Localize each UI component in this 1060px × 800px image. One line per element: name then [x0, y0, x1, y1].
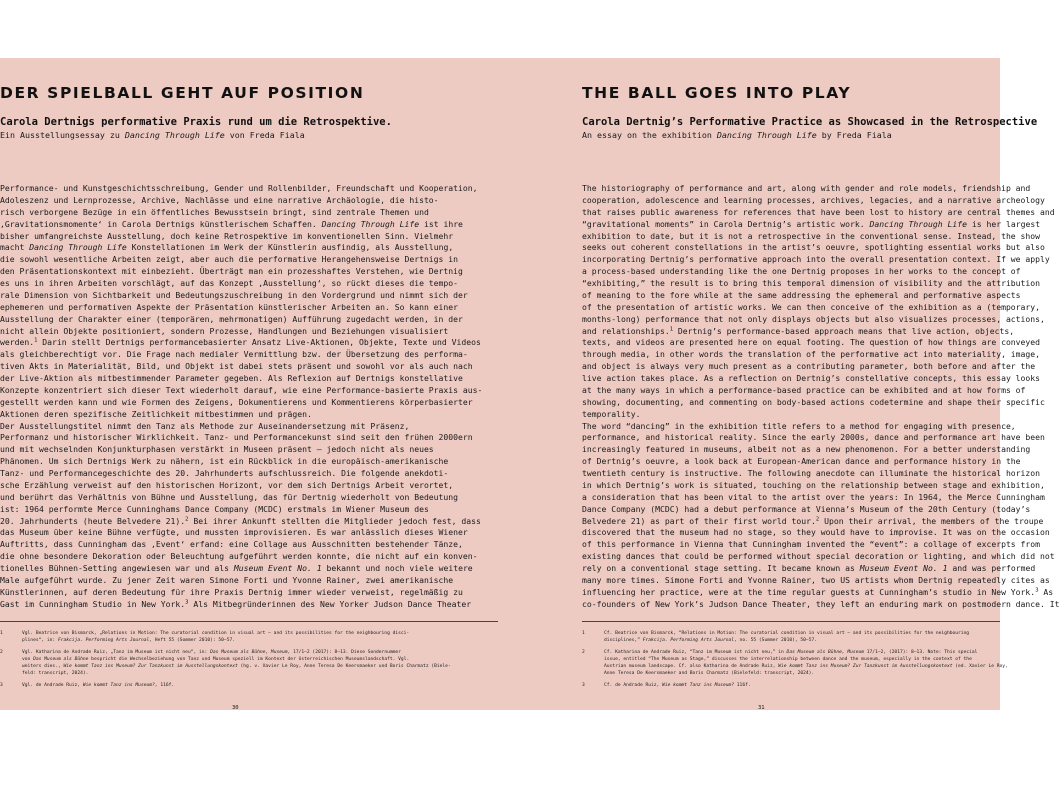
italic-text: Wie kommt Tanz ins Museum? Zur Tanzkunst im Ausstellungskontext: [63, 664, 238, 669]
text-run: influencing her practice, were at the time regular guests at Cunningham’s studio in New York.: [582, 586, 1036, 597]
byline: [0, 130, 305, 140]
text-line: [582, 337, 1060, 349]
right-page: [582, 58, 1060, 711]
text-line: [582, 302, 1060, 314]
text-line: [0, 432, 482, 444]
text-run: by Freda Fiala: [816, 130, 892, 140]
footnote-marker: 1: [669, 325, 674, 332]
text-line: [582, 468, 1060, 480]
text-run: a process-based understanding like the one Dertnig proposes in her works to the concept of: [582, 266, 1021, 277]
footnote-number: 3: [0, 682, 3, 688]
page-subtitle: Carola Dertnig’s Performative Practice as Showcased in the Retrospective: [582, 116, 1038, 128]
text-line: [0, 183, 482, 195]
text-run: feld: transcript, 2024).: [22, 671, 89, 677]
text-run: plines“, in:: [22, 638, 58, 644]
text-run: nicht allein Objekte positioniert, sondern Prozesse, Handlungen und Beziehungen visualisiert: [0, 325, 449, 336]
footnote-divider: [0, 621, 498, 622]
text-run: As: [1038, 586, 1054, 597]
text-line: [0, 326, 482, 338]
text-run: rely on a conventional stage setting. It became known as: [582, 563, 860, 573]
text-run: seeks out coherent constellations in the artist’s oeuvre, spotlighting essential works but also: [582, 242, 1045, 253]
text-run: werden.: [0, 337, 35, 348]
text-line: [0, 587, 482, 599]
text-run: sche Erzählung verweist auf den historischen Horizont, vor dem sich Dertnigs Arbeit verortet,: [0, 479, 454, 490]
text-line: [0, 254, 482, 266]
footnote: [582, 649, 1008, 678]
text-run: twentieth century is instructive. The following anecdote can illuminate the historical horizon: [582, 468, 1041, 478]
text-run: cooperation, adolescence and learning processes, archives, legacies, and a narrative archeology: [582, 194, 1045, 205]
text-run: and was performed: [947, 563, 1036, 573]
text-line: [0, 468, 482, 480]
text-line: [582, 421, 1060, 433]
text-line: [0, 242, 482, 254]
text-run: texts, and videos are presented here on equal footing. The question of how things are conveyed: [582, 337, 1041, 348]
text-run: Cf. de Andrade Ruiz,: [604, 682, 663, 688]
text-line: [0, 278, 482, 290]
text-run: macht: [0, 242, 30, 253]
text-run: issue, entitled “The Museum as Stage,” discusses the interrelationship between dance and the museum, especially in the context of the: [604, 656, 972, 662]
text-line: [582, 385, 1060, 397]
text-run: 116f.: [734, 682, 751, 688]
text-line: [0, 504, 482, 516]
text-line: [0, 563, 482, 575]
text-run: Vgl. de Andrade Ruiz,: [22, 682, 83, 688]
text-run: es uns in ihren Arbeiten vorschlägt, auf das Konzept ‚Ausstellung‘, so rückt dieses die tempo-: [0, 278, 459, 288]
text-run: co-founders of New York’s Judson Dance Theater, they left an enduring mark on postmodern dance. It: [582, 598, 1060, 609]
text-run: Austrian museum landscape. Cf. also Katharina de Andrade Ruiz,: [604, 664, 779, 669]
text-run: ist ihre: [419, 218, 463, 229]
text-line: [0, 231, 482, 243]
text-run: exhibition to date, but it is not a retrospective in the conventional sense. Instead, the show: [582, 230, 1041, 241]
page-title: THE BALL GOES INTO PLAY: [582, 84, 852, 102]
text-run: von Freda Fiala: [224, 130, 305, 140]
italic-text: Frakcija. Performing Arts Journal: [57, 638, 150, 644]
text-line: [582, 207, 1060, 219]
text-run: and object is always very much present as a contributing parameter, both before and after the: [582, 361, 1036, 372]
footnote-line: [22, 649, 498, 656]
left-page: [0, 58, 498, 710]
text-run: The word “dancing” in the exhibition title refers to a method for engaging with presence,: [582, 420, 1016, 431]
text-run: Anne Teresa De Keersmaeker and Boris Charmatz (Bielefeld: transcript, 2024).: [604, 671, 815, 677]
italic-text: Dancing Through Life: [321, 218, 420, 229]
text-run: Adoleszenz und Lernprozesse, Archive, Nachlässe und eine narrative Archäologie, die histo-: [0, 194, 439, 205]
book-spread: [0, 58, 1060, 711]
body-text: [582, 183, 1060, 611]
text-line: [0, 314, 482, 326]
text-line: [0, 266, 482, 278]
text-run: , no. 55 (Summer 2010), 50–57.: [734, 638, 817, 644]
text-run: rale Dimension von Sichtbarkeit und Bedeutungszuschreibung in den Vordergrund und nimmt sich der: [0, 289, 468, 300]
text-line: [582, 183, 1060, 195]
italic-text: Dancing Through Life: [869, 218, 967, 229]
text-run: that raises public awareness for references that have been lost to history are central themes and: [582, 206, 1055, 217]
text-line: [0, 599, 482, 611]
page-title: DER SPIELBALL GEHT AUF POSITION: [0, 84, 365, 102]
text-line: [0, 480, 482, 492]
text-line: [0, 361, 482, 373]
italic-text: Frakcija. Performing Arts Journal: [642, 638, 735, 644]
footnote-line: [604, 630, 1000, 637]
text-run: Der Ausstellungstitel nimmt den Tanz als Methode zur Auseinandersetzung mit Präsenz,: [0, 420, 410, 431]
text-line: [582, 314, 1060, 326]
text-line: [582, 444, 1060, 456]
text-line: [582, 373, 1060, 385]
text-run: “exhibiting,” the result is to bring this temporal dimension of visibility and the attribution: [582, 278, 1041, 288]
text-line: [582, 195, 1060, 207]
text-run: bespricht die Wechselbeziehung von Tanz und Museum speziell im Kontext der österreichischen Museumslandschaft. Vgl.: [88, 656, 410, 662]
text-line: [582, 492, 1060, 504]
text-run: “gravitational moments” in Carola Dertnig’s artistic work.: [582, 218, 870, 229]
footnote-divider: [582, 621, 1000, 622]
text-line: [582, 587, 1060, 599]
footnote-line: [604, 682, 1000, 689]
text-run: ‚Gravitationsmomente‘ in Carola Dertnigs künstlerischem Schaffen.: [0, 218, 322, 229]
text-run: Ausstellung der Charakter einer (temporären, mehrmonatigen) Aufführung zugedacht werden, in der: [0, 313, 463, 324]
text-run: tionelles Bühnen-Setting angewiesen war und als: [0, 563, 234, 573]
footnote: [0, 682, 498, 689]
text-run: der Live-Aktion als mitbestimmender Parameter gegeben. Als Reflexion auf Dertnigs konstellative: [0, 373, 463, 383]
footnote-line: [22, 637, 498, 644]
text-run: 20. Jahrhunderts (heute Belvedere 21).: [0, 515, 186, 526]
text-run: in which Dertnig’s work is situated, touching on the relationship between stage and exhibition,: [582, 479, 1045, 490]
text-line: [0, 219, 482, 231]
footnote-line: [22, 670, 498, 677]
text-run: a consideration that has been vital to the artist over the years: In 1964, the Merce Cunningham: [582, 491, 1045, 502]
page-gutter: [498, 58, 582, 710]
text-run: bekannt und noch viele weitere: [321, 563, 473, 573]
text-run: Auftritts, dass Cunningham das ‚Event‘ erfand: eine Collage aus Ausschnitten bestehender Tänze,: [0, 539, 463, 550]
text-line: [0, 397, 482, 409]
footnote-line: [604, 663, 1008, 670]
text-run: die sowohl wesentliche Arbeiten zeigt, aber auch die performative Herangehensweise Dertnigs in: [0, 254, 459, 265]
text-run: Als Mitbegründerinnen des New Yorker Judson Dance Theater: [188, 598, 472, 609]
text-run: Vgl. Beatrice von Bismarck, „Relations in Motion: The curatorial condition in visual art – and its possibilities for the neighbouring disci-: [22, 631, 410, 636]
text-run: discovered that the museum had no stage, so they would have to improvise. It was on the occasion: [582, 527, 1050, 538]
text-line: [0, 409, 482, 421]
italic-text: Das Museum als Bühne, Museum: [210, 649, 288, 655]
text-run: , 17/1–2 (2017): 8–13. Diese Sondernummer: [287, 649, 401, 655]
footnote-line: [22, 682, 498, 689]
text-line: [582, 551, 1060, 563]
text-line: [582, 563, 1060, 575]
text-run: (ed. Xavier Le Roy,: [952, 664, 1008, 669]
footnote: [582, 682, 1000, 689]
italic-text: Wie kommt Tanz ins Museum?: [662, 682, 735, 688]
footnotes: [0, 630, 498, 693]
text-run: bisher umfangreichste Ausstellung, doch keine Retrospektive im konventionellen Sinn. Vielmehr: [0, 230, 454, 241]
text-line: [0, 349, 482, 361]
text-run: und berührt das Verhältnis von Bühne und Ausstellung, das für Dertnig wiederholt von Bedeutung: [0, 491, 459, 502]
text-line: [0, 551, 482, 563]
text-run: live action takes place. As a reflection on Dertnig’s constellative concepts, this essay looks: [582, 373, 1041, 383]
text-run: is her largest: [966, 218, 1041, 229]
text-run: Gast im Cunningham Studio in New York.: [0, 598, 186, 609]
text-run: Performance- und Kunstgeschichtsschreibung, Gender und Rollenbilder, Freundschaft und Kooperation,: [0, 183, 478, 193]
text-run: gestellt werden kann und wie Formen des Zeigens, Dokumentierens und Kommentierens körperbasierter: [0, 396, 473, 407]
text-line: [582, 266, 1060, 278]
text-line: [582, 242, 1060, 254]
text-line: [0, 421, 482, 433]
text-line: [0, 492, 482, 504]
text-line: [0, 207, 482, 219]
text-run: months-long) performance that not only displays objects but also visualizes processes, actions,: [582, 313, 1045, 324]
text-run: The historiography of performance and art, along with gender and role models, friendship and: [582, 183, 1031, 193]
footnote-line: [604, 649, 1000, 656]
text-run: Vgl. Katharina de Andrade Ruiz, „Tanz im Museum ist nicht neu“, in:: [22, 649, 211, 655]
text-run: Upon their arrival, the members of the troupe: [819, 515, 1044, 526]
text-line: [582, 480, 1060, 492]
text-run: of this performance in Vienna that Cunningham invented the “event”: a collage of excerpts from: [582, 539, 1041, 550]
footnote-line: [22, 656, 498, 663]
text-run: Künstlerinnen, auf deren Bedeutung für ihre Praxis Dertnig immer wieder verweist, regelmäßig zu: [0, 586, 463, 597]
text-run: Bei ihrer Ankunft stellten die Mitglieder jedoch fest, dass: [188, 515, 481, 526]
text-run: Dance Company (MCDC) had a debut performance at Vienna’s Museum of the 20th Century (today’s: [582, 503, 1031, 514]
text-line: [0, 575, 482, 587]
text-run: , Heft 55 (Sommer 2010): 50–57.: [149, 638, 235, 644]
text-line: [0, 195, 482, 207]
text-line: [582, 254, 1060, 266]
text-run: Belvedere 21) as part of their first world tour.: [582, 515, 816, 526]
text-run: risch verborgene Bezüge in ein öffentliches Bewusstsein bringt, sind zentrale Themen und: [0, 206, 429, 217]
text-line: [582, 599, 1060, 611]
text-line: [582, 231, 1060, 243]
text-run: den Präsentationskontext mit einbezieht. Überträgt man ein prozesshaftes Verstehen, wie Dertnig: [0, 266, 463, 277]
italic-text: Das Museum als Bühne: [33, 656, 89, 662]
text-line: [0, 290, 482, 302]
text-line: [0, 302, 482, 314]
text-run: weiters dies.,: [22, 664, 64, 669]
text-line: [582, 278, 1060, 290]
text-run: Phänomen. Um sich Dertnigs Werk zu nähern, ist ein Rückblick in die europäisch-amerikanische: [0, 456, 449, 467]
footnote-marker: 3: [185, 598, 189, 605]
footnote-line: [604, 670, 1000, 677]
italic-text: Wie kommt Tanz ins Museum?: [82, 682, 155, 688]
text-run: existing dances that could be performed without special decoration or lighting, and which did not: [582, 551, 1055, 562]
text-run: 17/1–2, (2017): 8–13. Note: This special: [864, 649, 978, 655]
footnote-number: 3: [582, 682, 585, 688]
text-run: , 116f.: [154, 682, 175, 688]
text-line: [0, 456, 482, 468]
text-line: [582, 504, 1060, 516]
text-run: ephemeren und performativen Aspekte der Präsentation künstlerischer Arbeiten an. So kann einer: [0, 301, 459, 312]
italic-text: Museum Event No. 1: [233, 563, 322, 573]
text-line: [582, 326, 1060, 338]
text-run: increasingly featured in museums, albeit not as a new phenomenon. For a better understanding: [582, 444, 1031, 455]
text-run: Aktionen deren spezifische Zeitlichkeit mitbestimmen und prägen.: [0, 408, 312, 419]
footnotes: [582, 630, 1008, 693]
text-line: [0, 373, 482, 385]
text-line: [582, 575, 1060, 587]
text-run: und mit wechselnden Konjunkturphasen verstärkt in Museen präsent – jedoch nicht als neues: [0, 444, 434, 455]
text-run: Male aufgeführt wurde. Zu jener Zeit waren Simone Forti und Yvonne Rainer, zwei amerikanische: [0, 574, 454, 585]
byline: [582, 130, 892, 140]
footnote-marker: 1: [34, 337, 38, 344]
footnote-number: 2: [0, 649, 3, 655]
text-line: [0, 385, 482, 397]
italic-text: Museum Event No. 1: [859, 563, 948, 573]
text-run: Darin stellt Dertnigs performancebasierter Ansatz Live-Aktionen, Objekte, Texte und Videos: [37, 337, 481, 348]
text-run: An essay on the exhibition: [582, 130, 717, 140]
text-run: Konstellationen im Werk der Künstlerin ausfindig, als Ausstellung,: [126, 242, 454, 253]
text-line: [582, 456, 1060, 468]
footnote-line: [22, 663, 498, 670]
footnote: [582, 630, 1000, 644]
footnote-marker: 2: [185, 515, 189, 522]
text-run: Ein Ausstellungsessay zu: [0, 130, 125, 140]
text-run: of meaning to the fore while at the same addressing the ephemeral and performative aspects: [582, 289, 1021, 300]
text-run: through media, in other words the translation of the performative act into materiality, image,: [582, 349, 1041, 360]
text-line: [582, 219, 1060, 231]
text-line: [582, 527, 1060, 539]
footnote-marker: 3: [1035, 587, 1039, 594]
footnote-marker: 2: [815, 515, 820, 522]
footnote: [0, 649, 498, 678]
text-run: von: [22, 656, 34, 662]
page-subtitle: Carola Dertnigs performative Praxis rund um die Retrospektive.: [0, 116, 392, 128]
text-line: [582, 349, 1060, 361]
italic-text: Dancing Through Life: [716, 130, 817, 140]
footnote-number: 2: [582, 649, 585, 655]
italic-text: Wie kommt Tanz ins Museum? Zur Tanzkunst im Ausstellungskontext: [778, 664, 953, 669]
text-run: Konzepte konzentriert sich dieser Text wiederholt darauf, wie eine Performance-basierte Praxis aus-: [0, 384, 483, 395]
text-run: das Museum über keine Bühne verfügte, und mussten improvisieren. Es war anlässlich dieses Wiener: [0, 527, 468, 538]
text-run: tiven Akts in Materialität, Bild, und Objekt ist dabei stets präsent und sowohl vor als auch nach: [0, 361, 473, 372]
footnote-line: [604, 637, 1000, 644]
footnote-line: [22, 630, 498, 637]
text-line: [0, 444, 482, 456]
page-number: 30: [232, 705, 239, 711]
text-line: [582, 516, 1060, 528]
text-run: (hg. v. Xavier Le Roy, Anne Teresa De Keersmaeker und Boris Charmatz (Biele-: [237, 664, 451, 669]
text-line: [0, 516, 482, 528]
text-run: temporality.: [582, 408, 641, 419]
text-run: of Dertnig’s oeuvre, a look back at European-American dance and performance history in the: [582, 456, 1021, 467]
footnote-number: 1: [582, 631, 585, 636]
text-line: [582, 290, 1060, 302]
text-run: many more times. Simone Forti and Yvonne Rainer, two US artists whom Dertnig repeatedly cites as: [582, 574, 1050, 585]
text-run: die ohne besondere Dekoration oder Beleuchtung aufgeführt werden konnte, die nicht auf ein konven-: [0, 551, 478, 562]
text-line: [582, 361, 1060, 373]
text-line: [0, 539, 482, 551]
text-line: [582, 432, 1060, 444]
text-run: Tanz- und Performancegeschichte des 20. Jahrhunderts aufschlussreich. Die folgende anekdoti-: [0, 468, 449, 478]
text-run: disciplines,”: [604, 638, 643, 644]
text-run: incorporating Dertnig’s performative approach into the overall presentation context. If we apply: [582, 254, 1050, 265]
page-number: 31: [758, 705, 765, 711]
text-run: and relationships.: [582, 325, 670, 336]
text-run: showing, documenting, and commenting on body-based actions codetermine and shape their specific: [582, 396, 1045, 407]
body-text: [0, 183, 482, 611]
text-run: Performanz und historischer Wirklichkeit. Tanz- und Performancekunst sind seit den frühen 2000ern: [0, 432, 473, 443]
text-line: [582, 397, 1060, 409]
text-line: [0, 527, 482, 539]
text-run: performance, and historical reality. Since the early 2000s, dance and performance art have been: [582, 432, 1045, 443]
italic-text: Das Museum als Bühne, Museum: [786, 649, 864, 655]
text-run: Cf. Katharina de Andrade Ruiz, “Tanz im Museum ist nicht neu,” in: [604, 649, 787, 655]
text-run: als gleichberechtigt vor. Die Frage nach medialer Vermittlung bzw. der Übersetzung des performa-: [0, 349, 468, 360]
italic-text: Dancing Through Life: [124, 130, 225, 140]
text-run: Dertnig’s performance-based approach means that live action, objects,: [673, 325, 1015, 336]
text-run: at the many ways in which a performance-based practice can be exhibited and at how forms of: [582, 384, 1026, 395]
footnote-line: [604, 656, 1000, 663]
footnote-number: 1: [0, 631, 3, 636]
text-line: [0, 337, 482, 349]
text-run: ist: 1964 performte Merce Cunninghams Dance Company (MCDC) erstmals im Wiener Museum des: [0, 503, 429, 514]
footnote: [0, 630, 498, 644]
text-run: of the presentation of artistic works. We can then conceive of the exhibition as a (temporary,: [582, 301, 1041, 312]
text-run: Cf. Beatrice von Bismarck, “Relations in Motion: The curatorial condition in visual art – and its possibilities for the neighbouring: [604, 631, 970, 636]
text-line: [582, 539, 1060, 551]
italic-text: Dancing Through Life: [29, 242, 127, 253]
text-line: [582, 409, 1060, 421]
